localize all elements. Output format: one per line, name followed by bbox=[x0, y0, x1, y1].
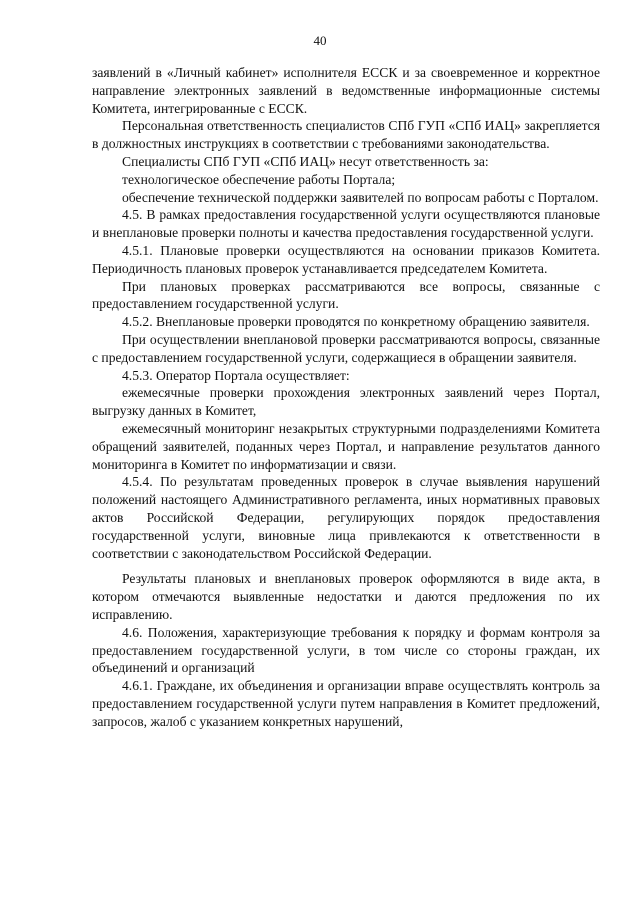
paragraph: При осуществлении внеплановой проверки рассматриваются вопросы, связанные с предоставлением государственной услуги, содержащиеся в обращении заявителя. bbox=[92, 331, 600, 365]
paragraph: технологическое обеспечение работы Портала; bbox=[122, 171, 396, 187]
paragraph: Результаты плановых и внеплановых проверок оформляются в виде акта, в котором отмечаются выявленные недостатки и даются предложения по их исправлению. bbox=[92, 571, 600, 622]
paragraph: 4.5. В рамках предоставления государственной услуги осуществляются плановые и внеплановые проверки полноты и качества предоставления государственной услуги. bbox=[92, 207, 600, 241]
paragraph: Персональная ответственность специалистов СПб ГУП «СПб ИАЦ» закрепляется в должностных инструкциях в соответствии с требованиями законодательства. bbox=[92, 118, 600, 152]
paragraph: 4.5.4. По результатам проведенных проверок в случае выявления нарушений положений настоящего Административного регламента, иных нормативных правовых актов Российской Федерации, регулирующих порядок предоставления государственной услуги, виновные лица привлекаются к ответственности в соответствии с законодательством Российской Федерации. bbox=[92, 474, 600, 561]
paragraph: 4.5.1. Плановые проверки осуществляются на основании приказов Комитета. Периодичность плановых проверок устанавливается председателем Комитета. bbox=[92, 242, 600, 276]
page-number: 40 bbox=[313, 33, 327, 48]
paragraph: 4.5.2. Внеплановые проверки проводятся по конкретному обращению заявителя. bbox=[122, 314, 590, 330]
paragraph: заявлений в «Личный кабинет» исполнителя ЕССК и за своевременное и корректное направление электронных заявлений в ведомственные информационные системы Комитета, интегрированные с ЕССК. bbox=[92, 65, 600, 116]
paragraph: ежемесячный мониторинг незакрытых структурными подразделениями Комитета обращений заявителей, поданных через Портал, и направление результатов данного мониторинга в Комитет по информатизации и связи. bbox=[92, 420, 600, 472]
paragraph: ежемесячные проверки прохождения электронных заявлений через Портал, выгрузку данных в Комитет, bbox=[92, 385, 600, 419]
paragraph: 4.6.1. Граждане, их объединения и организации вправе осуществлять контроль за предоставлением государственной услуги путем направления в Комитет предложений, запросов, жалоб с указанием конкретных нарушений, bbox=[92, 678, 600, 729]
paragraph: При плановых проверках рассматриваются все вопросы, связанные с предоставлением государственной услуги. bbox=[92, 278, 600, 312]
paragraph: Специалисты СПб ГУП «СПб ИАЦ» несут ответственность за: bbox=[122, 153, 489, 169]
paragraph: 4.5.3. Оператор Портала осуществляет: bbox=[122, 367, 350, 383]
document-body bbox=[92, 64, 600, 730]
paragraph: обеспечение технической поддержки заявителей по вопросам работы с Порталом. bbox=[122, 189, 599, 205]
paragraph: 4.6. Положения, характеризующие требования к порядку и формам контроля за предоставлением государственной услуги, в том числе со стороны граждан, их объединений и организаций bbox=[92, 624, 600, 676]
